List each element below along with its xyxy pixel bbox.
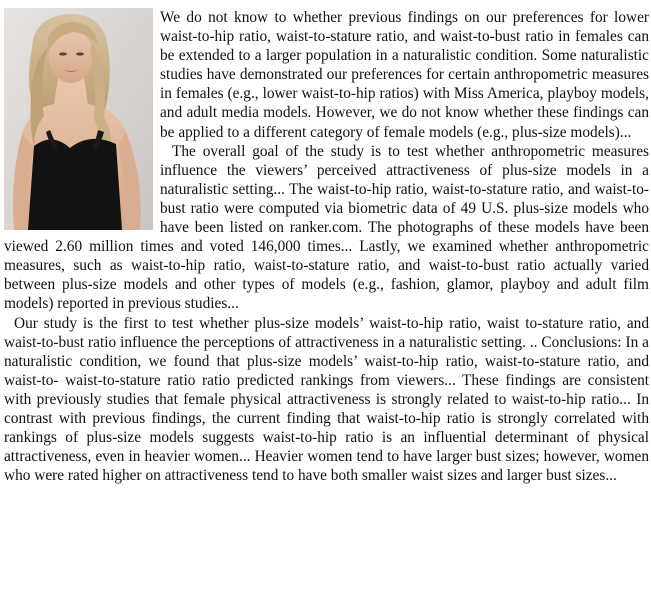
paragraph-conclusions: Our study is the first to test whether plus-size models’ waist-to-hip ratio, waist to-stature ratio, and waist-to-bust ratio influence the perceptions of attractiveness in a naturalistic setting. .. Conclusions: In a naturalistic condition, we found that plus-size models’ waist-to-hip ratio, waist-to-stature ratio, and waist-to- waist-to-stature ratio ratio predicted rankings from viewers... These findings are consistent with previously studies that female physical attractiveness is strongly related to waist-to-hip ratio... In contrast with previous findings, the current finding that waist-to-hip ratio is strongly correlated with rankings of plus-size models suggests waist-to-hip ratio is an influential determinant of physical attractiveness, even in heavier women... Heavier women tend to have larger bust sizes; however, women who were rated higher on attractiveness tend to have both smaller waist sizes and larger bust sizes...: [4, 314, 649, 485]
model-photo-image: [4, 8, 153, 230]
document-body: [4, 8, 649, 485]
model-photo: [4, 8, 153, 230]
paragraph-goal: The overall goal of the study is to test whether anthropometric measures influence the viewers’ perceived attractiveness of plus-size models in a naturalistic setting... The waist-to-hip ratio, waist-to-stature ratio, and waist-to-bust ratio were computed via biometric data of 49 U.S. plus-size models who have been listed on ranker.com. The photographs of these models have been viewed 2.60 million times and voted 146,000 times... Lastly, we examined whether anthropometric measures, such as waist-to-hip ratio, waist-to-stature ratio, and waist-to-bust ratio actually varied between plus-size models and other types of models (e.g., fashion, glamor, playboy and adult film models) reported in previous studies...: [4, 142, 649, 313]
paragraph-intro: We do not know to whether previous findings on our preferences for lower waist-to-hip ratio, waist-to-stature ratio, and waist-to-bust ratio in females can be extended to a larger population in a naturalistic condition. Some naturalistic studies have demonstrated our preferences for certain anthropometric measures in females (e.g., lower waist-to-hip ratios) with Miss America, playboy models, and adult media models. However, we do not know whether these findings can be applied to a different category of female models (e.g., plus-size models)...: [160, 9, 649, 141]
